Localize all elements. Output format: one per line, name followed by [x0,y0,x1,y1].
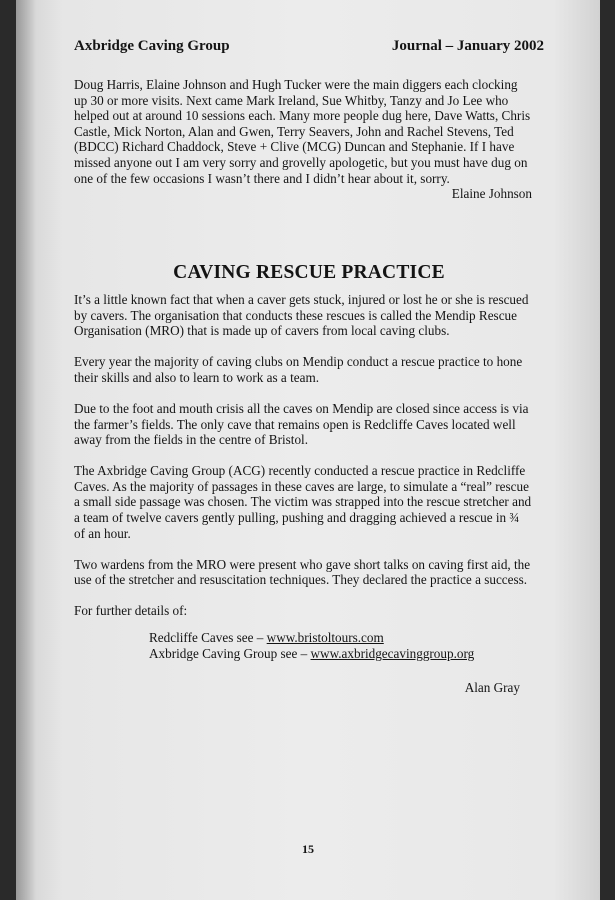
header-journal-date: Journal – January 2002 [391,38,544,54]
article-paragraph: It’s a little known fact that when a caver gets stuck, injured or lost he or she is rescued by cavers. The organisation that conducts these rescues is called the Mendip Rescue Organisation (MRO) that is made up of cavers from local caving clubs. [74,292,529,339]
link-bristoltours[interactable]: www.bristoltours.com [266,630,384,645]
page-number: 15 [302,842,314,856]
intro-paragraph: Doug Harris, Elaine Johnson and Hugh Tucker were the main diggers each clocking up 30 or more visits. Next came Mark Ireland, Sue Whitby, Tanzy and Jo Lee who helped out at around 10 sessions each. Many more people dug here, Dave Watts, Chris Castle, Mick Norton, Alan and Gwen, Terry Seavers, John and Rachel Stevens, Ted (BDCC) Richard Chaddock, Steve + Clive (MCG) Duncan and Stephanie. If I have missed anyone out I am very sorry and grovelly apologetic, but you must have dug on one of the few occasions I wasn’t there and I didn’t hear about it, sorry. [74,77,531,186]
article-author: Alan Gray [464,680,520,695]
article-paragraph: Every year the majority of caving clubs on Mendip conduct a rescue practice to hone their skills and also to learn to work as a team. [74,354,523,385]
link-prefix: Axbridge Caving Group see – [149,646,311,661]
link-line-axbridge [149,646,474,662]
journal-page [16,0,600,900]
link-axbridgecavinggroup[interactable]: www.axbridgecavinggroup.org [310,646,475,661]
article-paragraph: Due to the foot and mouth crisis all the caves on Mendip are closed since access is via the farmer’s fields. The only cave that remains open is Redcliffe Caves located well away from the fields in the centre of Bristol. [74,400,529,448]
article-paragraph: Two wardens from the MRO were present who gave short talks on caving first aid, the use of the stretcher and resuscitation techniques. They declared the practice a success. [74,556,531,588]
page-binding-shadow [16,0,36,900]
intro-section [74,77,532,202]
article-title: CAVING RESCUE PRACTICE [173,262,445,283]
further-details-label: For further details of: [74,603,188,619]
article-paragraph: The Axbridge Caving Group (ACG) recently conducted a rescue practice in Redcliffe Caves. As the majority of passages in these caves are large, to simulate a “real” rescue a small side passage was chosen. The victim was strapped into the rescue stretcher and a team of twelve cavers gently pulling, pushing and dragging achieved a rescue in ¾ of an hour. [74,463,532,541]
links-list [149,630,474,662]
link-line-redcliffe [149,630,474,646]
link-prefix: Redcliffe Caves see – [149,630,267,645]
header-group-name: Axbridge Caving Group [74,38,230,54]
intro-signature: Elaine Johnson [451,186,532,202]
article-body [74,292,532,635]
